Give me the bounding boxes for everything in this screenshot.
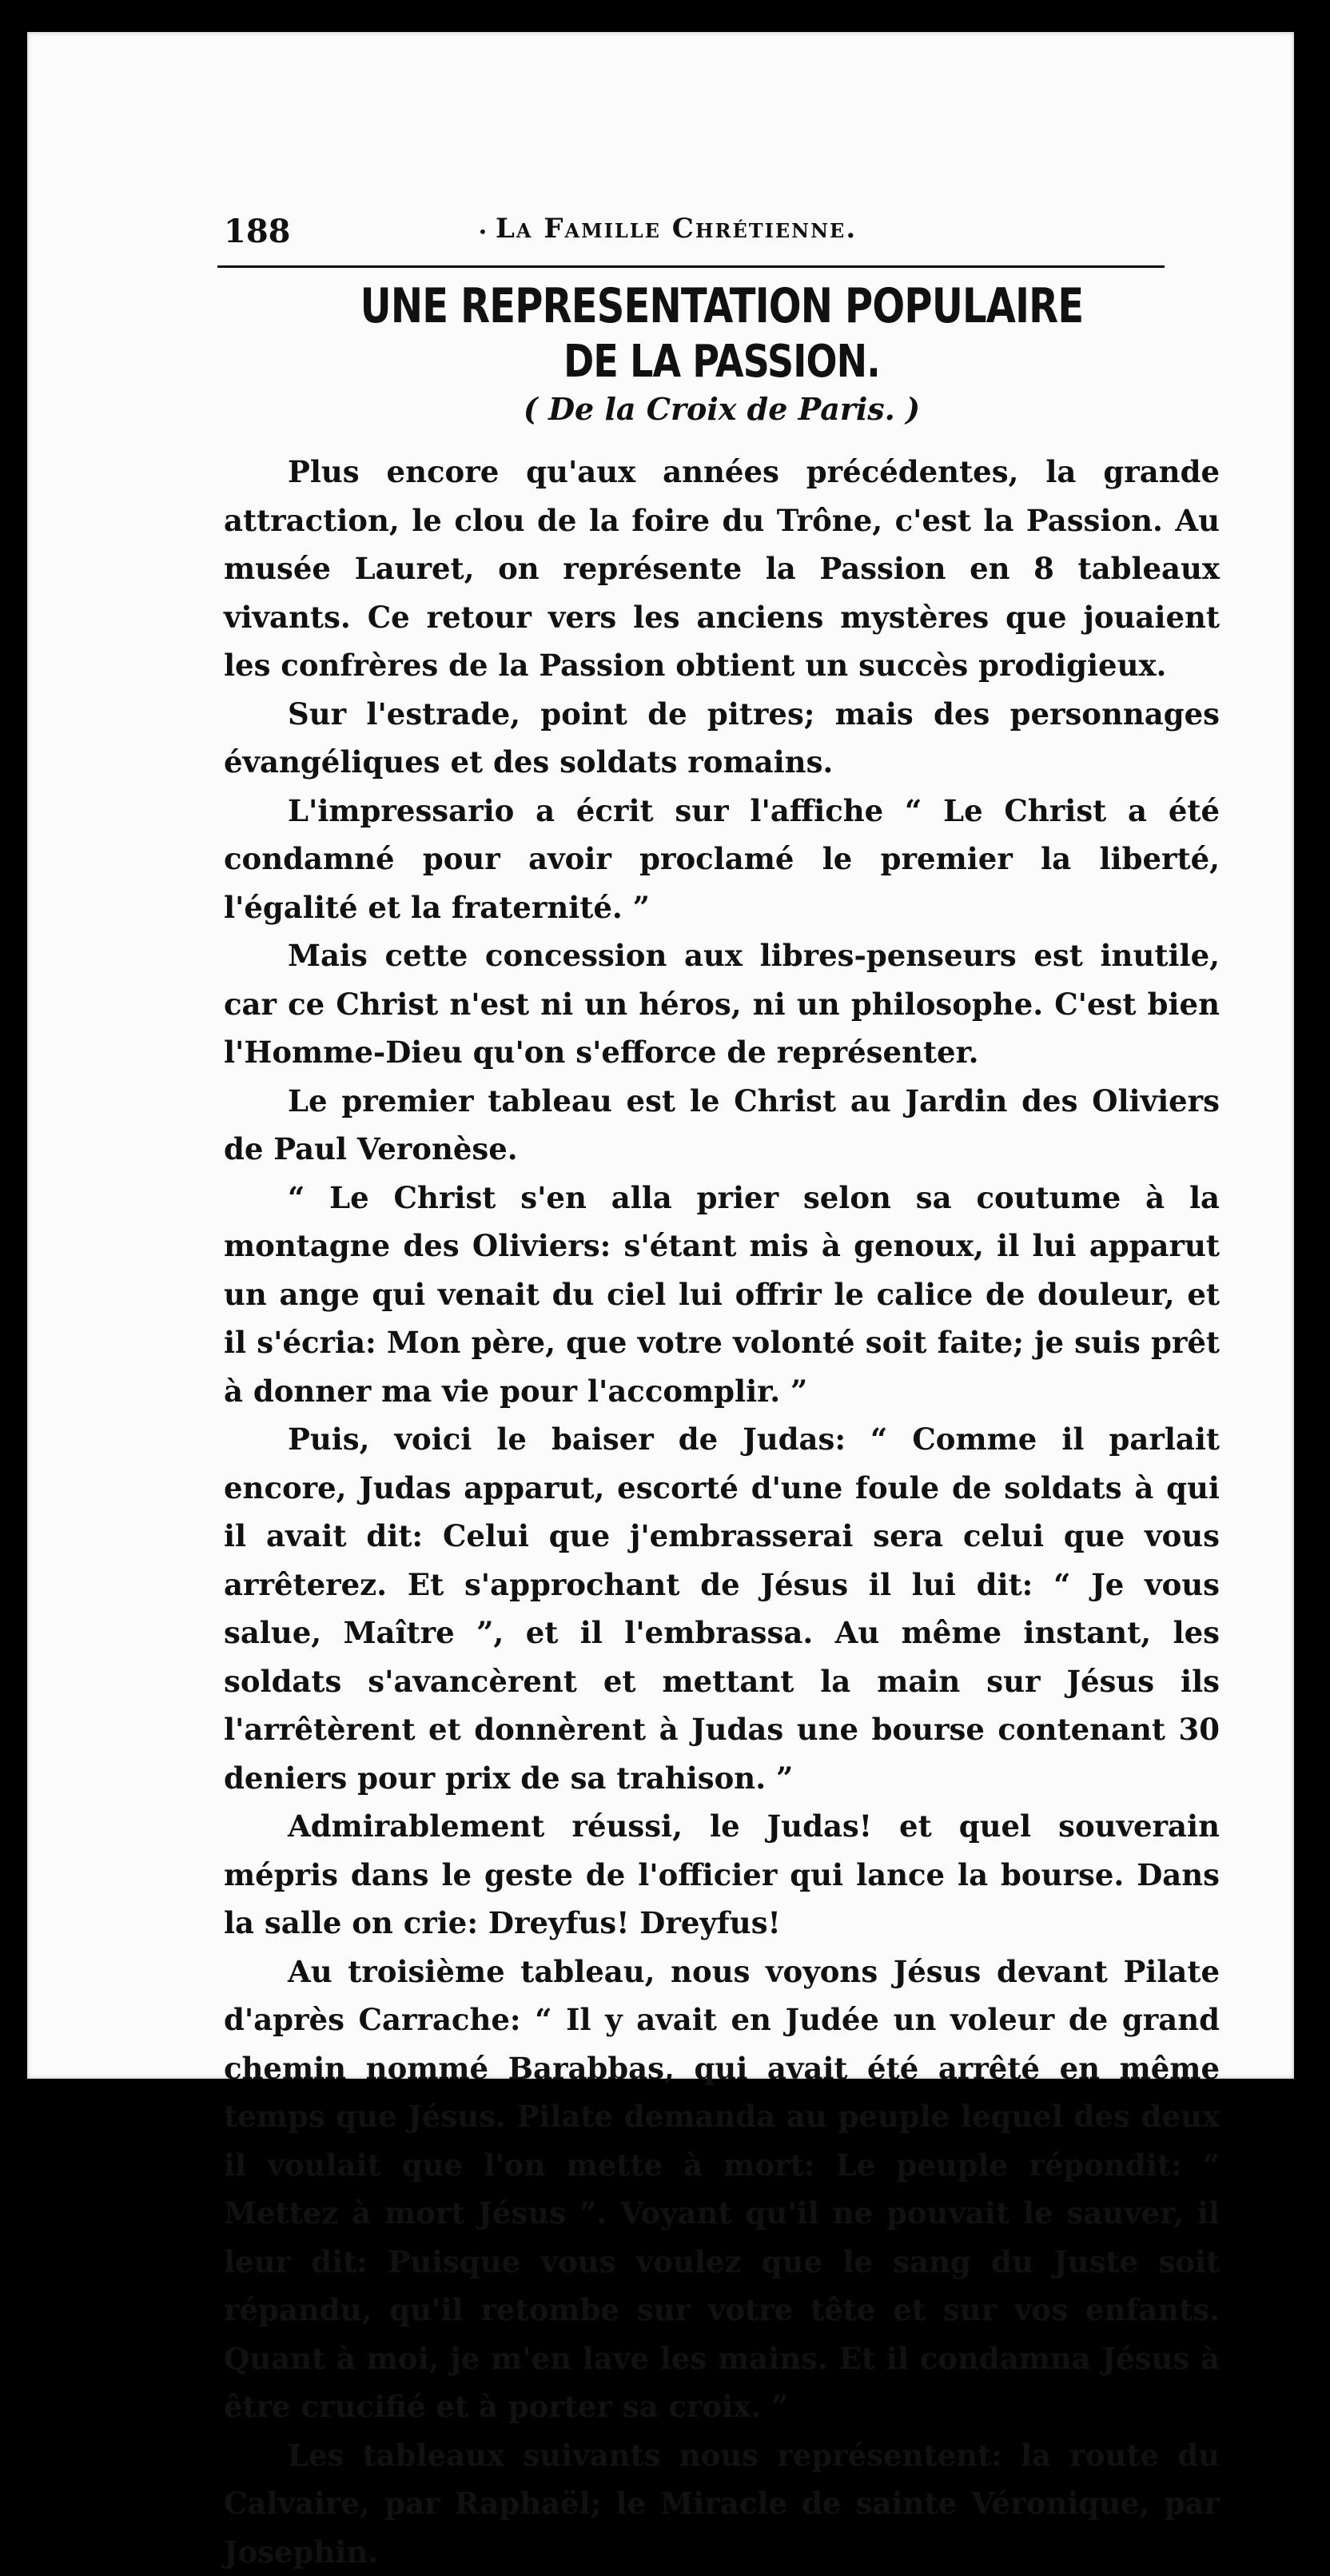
article-title-line2: DE LA PASSION.	[313, 336, 1130, 388]
running-head-bullet: •	[478, 222, 488, 241]
paragraph: Puis, voici le baiser de Judas: “ Comme il parlait encore, Judas apparut, escorté d'une foule de soldats à qui il avait dit: Celui que j'embrasserai sera celui que vous arrêterez. Et s'approchant de Jésus il lui dit: “ Je vous salue, Maître ”, et il l'embrassa. Au même instant, les soldats s'avancèrent et mettant la main sur Jésus ils l'arrêtèrent et donnèrent à Judas une bourse contenant 30 deniers pour prix de sa trahison. ”	[224, 1415, 1220, 1802]
paragraph: Admirablement réussi, le Judas! et quel souverain mépris dans le geste de l'officier qui lance la bourse. Dans la salle on crie: Dreyfus! Dreyfus!	[224, 1802, 1220, 1948]
paragraph: Les tableaux suivants nous représentent: la route du Calvaire, par Raphaël; le Miracle de sainte Véronique, par Josephin.	[224, 2431, 1220, 2576]
paragraph: “ Le Christ s'en alla prier selon sa coutume à la montagne des Oliviers: s'étant mis à genoux, il lui apparut un ange qui venait du ciel lui offrir le calice de douleur, et il s'écria: Mon père, que votre volonté soit faite; je suis prêt à donner ma vie pour l'accomplir. ”	[224, 1174, 1220, 1416]
paragraph: Mais cette concession aux libres-penseurs est inutile, car ce Christ n'est ni un héros, ni un philosophe. C'est bien l'Homme-Dieu qu'on s'efforce de représenter.	[224, 931, 1220, 1077]
paragraph: Plus encore qu'aux années précédentes, la grande attraction, le clou de la foire du Trône, c'est la Passion. Au musée Lauret, on représente la Passion en 8 tableaux vivants. Ce retour vers les anciens mystères que jouaient les confrères de la Passion obtient un succès prodigieux.	[224, 448, 1220, 690]
journal-title: La Famille Chrétienne.	[496, 213, 857, 245]
article-title-line1: UNE REPRESENTATION POPULAIRE	[324, 278, 1121, 334]
article-body	[224, 448, 1220, 2576]
scanned-page	[27, 32, 1294, 2079]
page-number: 188	[224, 213, 291, 250]
paragraph: Sur l'estrade, point de pitres; mais des personnages évangéliques et des soldats romains.	[224, 690, 1220, 787]
paragraph: L'impressario a écrit sur l'affiche “ Le Christ a été condamné pour avoir proclamé le premier la liberté, l'égalité et la fraternité. ”	[224, 787, 1220, 932]
running-head	[224, 176, 1220, 232]
article-heading	[224, 278, 1220, 427]
article-source: ( De la Croix de Paris. )	[224, 391, 1220, 427]
paragraph: Le premier tableau est le Christ au Jardin des Oliviers de Paul Veronèse.	[224, 1077, 1220, 1174]
page-content	[224, 176, 1220, 2576]
header-rule	[217, 265, 1165, 268]
paragraph: Au troisième tableau, nous voyons Jésus devant Pilate d'après Carrache: “ Il y avait en Judée un voleur de grand chemin nommé Barabbas, qui avait été arrêté en même temps que Jésus. Pilate demanda au peuple lequel des deux il voulait que l'on mette à mort: Le peuple répondit: “ Mettez à mort Jésus ”. Voyant qu'il ne pouvait le sauver, il leur dit: Puisque vous voulez que le sang du Juste soit répandu, qu'il retombe sur votre tête et sur vos enfants. Quant à moi, je m'en lave les mains. Et il condamna Jésus à être crucifié et à porter sa croix. ”	[224, 1948, 1220, 2431]
